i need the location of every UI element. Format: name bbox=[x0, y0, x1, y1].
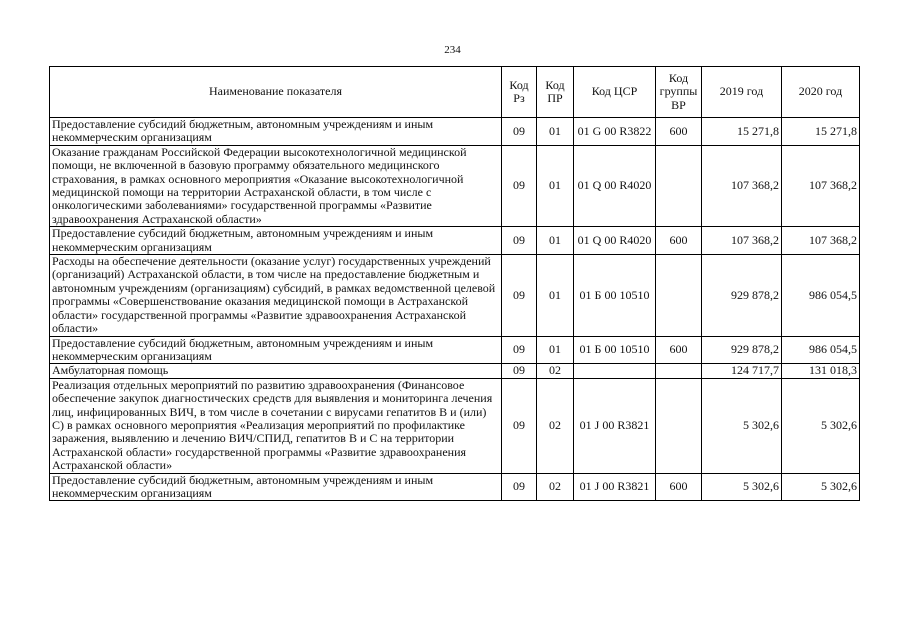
row-2020: 5 302,6 bbox=[782, 378, 860, 473]
row-vr bbox=[656, 364, 702, 378]
row-rz: 09 bbox=[502, 145, 537, 226]
row-2020: 107 368,2 bbox=[782, 145, 860, 226]
row-pr: 01 bbox=[537, 118, 574, 146]
row-2019: 5 302,6 bbox=[702, 378, 782, 473]
page-number: 234 bbox=[444, 44, 461, 56]
table-header-row bbox=[50, 67, 860, 118]
col-header-rz: Код Рз bbox=[502, 67, 537, 118]
row-vr: 600 bbox=[656, 473, 702, 501]
row-2019: 929 878,2 bbox=[702, 255, 782, 336]
row-csr: 01 J 00 R3821 bbox=[574, 473, 656, 501]
row-2020: 986 054,5 bbox=[782, 336, 860, 364]
row-2019: 107 368,2 bbox=[702, 145, 782, 226]
col-header-2020: 2020 год bbox=[782, 67, 860, 118]
row-vr bbox=[656, 145, 702, 226]
row-name: Оказание гражданам Российской Федерации высокотехнологичной медицинской помощи, не включенной в базовую программу обязательного медицинского страхования, в рамках основного мероприятия «Оказание высокотехнологичной медицинской помощи на территории Астраханской области, в том числе с онкологическими заболеваниями» государственной программы «Развитие здравоохранения Астраханской области» bbox=[50, 145, 502, 226]
row-pr: 02 bbox=[537, 364, 574, 378]
row-2020: 15 271,8 bbox=[782, 118, 860, 146]
row-2019: 124 717,7 bbox=[702, 364, 782, 378]
row-rz: 09 bbox=[502, 473, 537, 501]
row-vr: 600 bbox=[656, 118, 702, 146]
table-row bbox=[50, 378, 860, 473]
row-pr: 02 bbox=[537, 378, 574, 473]
row-vr: 600 bbox=[656, 227, 702, 255]
row-csr: 01 Б 00 10510 bbox=[574, 255, 656, 336]
col-header-vr: Код группы ВР bbox=[656, 67, 702, 118]
row-name: Расходы на обеспечение деятельности (оказание услуг) государственных учреждений (организаций) Астраханской области, в том числе на предоставление бюджетным и автономным учреждениям (организациям) субсидий, в рамках ведомственной целевой программы «Совершенствование оказания медицинской помощи в Астраханской области» государственной программы «Развитие здравоохранения Астраханской области» bbox=[50, 255, 502, 336]
row-rz: 09 bbox=[502, 118, 537, 146]
row-csr: 01 J 00 R3821 bbox=[574, 378, 656, 473]
row-2019: 107 368,2 bbox=[702, 227, 782, 255]
table-row bbox=[50, 118, 860, 146]
row-name: Реализация отдельных мероприятий по развитию здравоохранения (Финансовое обеспечение закупок диагностических средств для выявления и мониторинга лечения лиц, инфицированных ВИЧ, в том числе в сочетании с вирусами гепатитов В и (или) С) в рамках основного мероприятия «Реализация мероприятий по профилактике заражения, выявлению и лечению ВИЧ/СПИД, гепатитов В и С на территории Астраханской области» государственной программы «Развитие здравоохранения Астраханской области» bbox=[50, 378, 502, 473]
row-csr: 01 Q 00 R4020 bbox=[574, 227, 656, 255]
row-2020: 5 302,6 bbox=[782, 473, 860, 501]
table-row bbox=[50, 336, 860, 364]
row-vr: 600 bbox=[656, 336, 702, 364]
row-vr bbox=[656, 255, 702, 336]
table-row bbox=[50, 145, 860, 226]
table-row bbox=[50, 255, 860, 336]
row-2020: 131 018,3 bbox=[782, 364, 860, 378]
row-rz: 09 bbox=[502, 336, 537, 364]
row-rz: 09 bbox=[502, 378, 537, 473]
row-pr: 01 bbox=[537, 336, 574, 364]
row-2020: 107 368,2 bbox=[782, 227, 860, 255]
row-2019: 15 271,8 bbox=[702, 118, 782, 146]
row-csr bbox=[574, 364, 656, 378]
row-csr: 01 Q 00 R4020 bbox=[574, 145, 656, 226]
table-row bbox=[50, 227, 860, 255]
row-csr: 01 G 00 R3822 bbox=[574, 118, 656, 146]
row-name: Амбулаторная помощь bbox=[50, 364, 502, 378]
row-pr: 01 bbox=[537, 227, 574, 255]
table-row bbox=[50, 473, 860, 501]
row-name: Предоставление субсидий бюджетным, автономным учреждениям и иным некоммерческим организациям bbox=[50, 336, 502, 364]
row-rz: 09 bbox=[502, 364, 537, 378]
row-name: Предоставление субсидий бюджетным, автономным учреждениям и иным некоммерческим организациям bbox=[50, 473, 502, 501]
row-2020: 986 054,5 bbox=[782, 255, 860, 336]
row-rz: 09 bbox=[502, 255, 537, 336]
col-header-2019: 2019 год bbox=[702, 67, 782, 118]
row-rz: 09 bbox=[502, 227, 537, 255]
table-row bbox=[50, 364, 860, 378]
row-pr: 01 bbox=[537, 145, 574, 226]
col-header-pr: Код ПР bbox=[537, 67, 574, 118]
row-csr: 01 Б 00 10510 bbox=[574, 336, 656, 364]
budget-table bbox=[49, 66, 860, 501]
row-pr: 01 bbox=[537, 255, 574, 336]
row-name: Предоставление субсидий бюджетным, автономным учреждениям и иным некоммерческим организациям bbox=[50, 227, 502, 255]
row-2019: 5 302,6 bbox=[702, 473, 782, 501]
row-pr: 02 bbox=[537, 473, 574, 501]
col-header-name: Наименование показателя bbox=[50, 67, 502, 118]
row-name: Предоставление субсидий бюджетным, автономным учреждениям и иным некоммерческим организациям bbox=[50, 118, 502, 146]
col-header-csr: Код ЦСР bbox=[574, 67, 656, 118]
row-vr bbox=[656, 378, 702, 473]
row-2019: 929 878,2 bbox=[702, 336, 782, 364]
